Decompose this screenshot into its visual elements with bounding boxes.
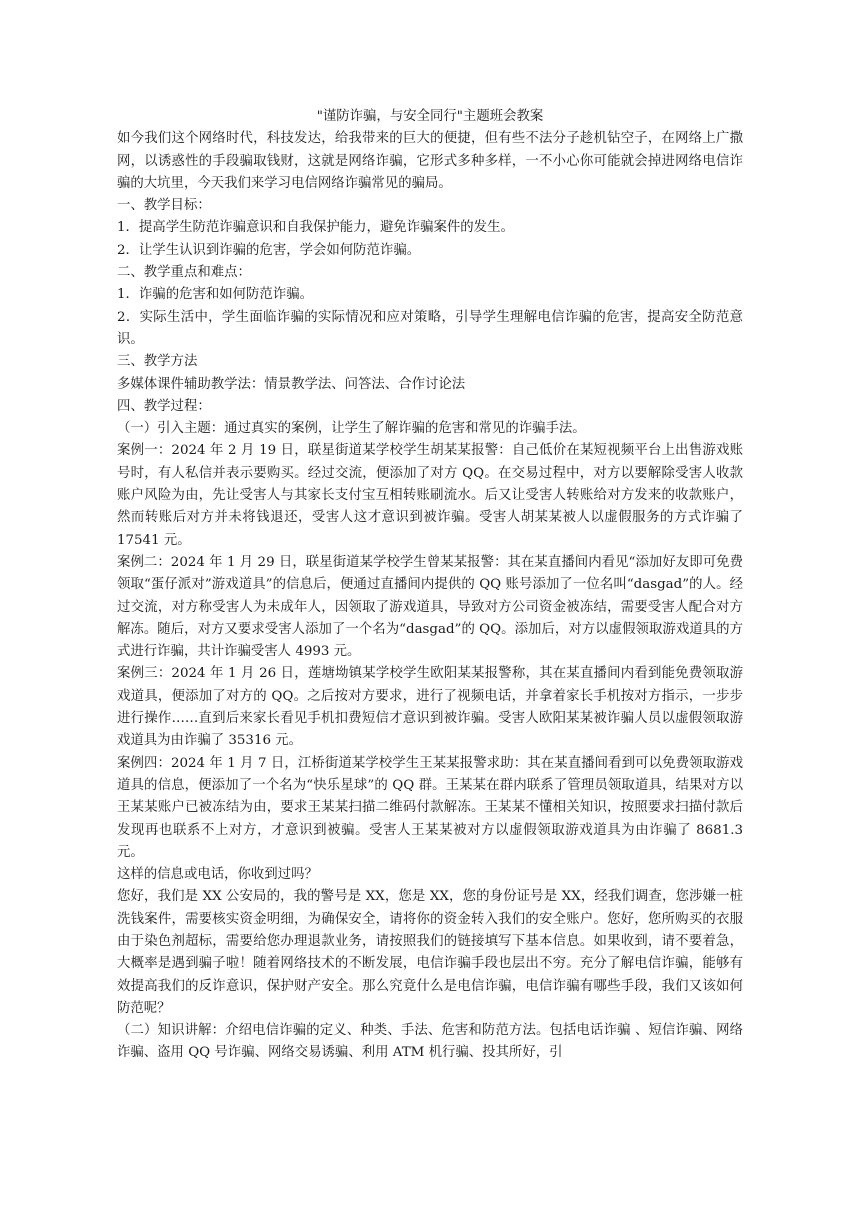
section-heading-key-points: 二、教学重点和难点： — [117, 265, 251, 281]
case-paragraph: 案例三：2024 年 1 月 26 日，莲塘坳镇某学校学生欧阳某某报警称，其在某直播间内看到能免费领取游戏道具，便添加了对方的 QQ。之后按对方要求，进行了视频电话，并拿着家长手机按对方指示，一步步进行操作……直到后来家长看见手机扣费短信才意识到被诈骗。受害人欧阳某某被诈骗人员以虚假领取游戏道具为由诈骗了 35316 元。 — [117, 666, 743, 749]
key-point-item: 1．诈骗的危害和如何防范诈骗。 — [117, 287, 313, 303]
section-heading-process: 四、教学过程： — [117, 398, 211, 414]
case-paragraph: 案例一：2024 年 2 月 19 日，联星街道某学校学生胡某某报警：自己低价在某短视频平台上出售游戏账号时，有人私信并表示要购买。经过交流，便添加了对方 QQ。在交易过程中，对方以要解除受害人收款账户风险为由，先让受害人与其家长支付宝互相转账刷流水。后又让受害人转账给对方发来的收款账户，然而转账后对方并未将钱退还，受害人这才意识到被诈骗。受害人胡某某被人以虚假服务的方式诈骗了 17541 元。 — [117, 443, 743, 548]
objective-item: 1．提高学生防范诈骗意识和自我保护能力，避免诈骗案件的发生。 — [117, 220, 514, 236]
objective-item: 2．让学生认识到诈骗的危害，学会如何防范诈骗。 — [117, 242, 421, 258]
section-heading-methods: 三、教学方法 — [117, 354, 198, 370]
section-heading-objectives: 一、教学目标： — [117, 198, 211, 214]
subsection-knowledge: （二）知识讲解：介绍电信诈骗的定义、种类、手法、危害和防范方法。包括电话诈骗 、短信诈骗、网络诈骗、盗用 QQ 号诈骗、网络交易诱骗、利用 ATM 机行骗、投其所好，引 — [117, 1023, 743, 1061]
case-paragraph: 案例二：2024 年 1 月 29 日，联星街道某学校学生曾某某报警：其在某直播间内看见“添加好友即可免费领取“蛋仔派对”游戏道具”的信息后，便通过直播间内提供的 QQ 账号添加了一位名叫“dasgad”的人。经过交流，对方称受害人为未成年人，因领取了游戏道具，导致对方公司资金被冻结，需要受害人配合对方解冻。随后，对方又要求受害人添加了一个名为“dasgad”的 QQ。添加后，对方以虚假领取游戏道具的方式进行诈骗，共计诈骗受害人 4993 元。 — [117, 554, 743, 660]
question-paragraph: 这样的信息或电话，你收到过吗？ — [117, 867, 318, 883]
intro-paragraph: 如今我们这个网络时代，科技发达，给我带来的巨大的便捷，但有些不法分子趁机钻空子，在网络上广撒网，以诱惑性的手段骗取钱财，这就是网络诈骗，它形式多种多样，一不小心你可能就会掉进网络电信诈骗的大坑里，今天我们来学习电信网络诈骗常见的骗局。 — [117, 131, 743, 191]
subsection-intro-topic: （一）引入主题：通过真实的案例，让学生了解诈骗的危害和常见的诈骗手法。 — [117, 421, 586, 437]
document-title: "谨防诈骗，与安全同行"主题班会教案 — [316, 109, 544, 124]
key-point-item: 2．实际生活中，学生面临诈骗的实际情况和应对策略，引导学生理解电信诈骗的危害，提高安全防范意识。 — [117, 309, 743, 347]
methods-paragraph: 多媒体课件辅助教学法：情景教学法、问答法、合作讨论法 — [117, 376, 466, 392]
case-paragraph: 案例四：2024 年 1 月 7 日，江桥街道某学校学生王某某报警求助：其在某直播间看到可以免费领取游戏道具的信息，便添加了一个名为“快乐星球”的 QQ 群。王某某在群内联系了管理员领取道具，结果对方以王某某账户已被冻结为由，要求王某某扫描二维码付款解冻。王某某不懂相关知识，按照要求扫描付款后发现再也联系不上对方，才意识到被骗。受害人王某某被对方以虚假领取游戏道具为由诈骗了 8681.3 元。 — [117, 755, 743, 860]
scam-example-paragraph: 您好，我们是 XX 公安局的，我的警号是 XX，您是 XX，您的身份证号是 XX，经我们调查，您涉嫌一桩洗钱案件，需要核实资金明细，为确保安全，请将你的资金转入我们的安全账户。您好，您所购买的衣服由于染色剂超标，需要给您办理退款业务，请按照我们的链接填写下基本信息。如果收到，请不要着急，大概率是遇到骗子啦！随着网络技术的不断发展，电信诈骗手段也层出不穷。充分了解电信诈骗，能够有效提高我们的反诈意识，保护财产安全。那么究竟什么是电信诈骗，电信诈骗有哪些手段，我们又该如何防范呢？ — [117, 889, 743, 1016]
document-body — [117, 106, 743, 1065]
